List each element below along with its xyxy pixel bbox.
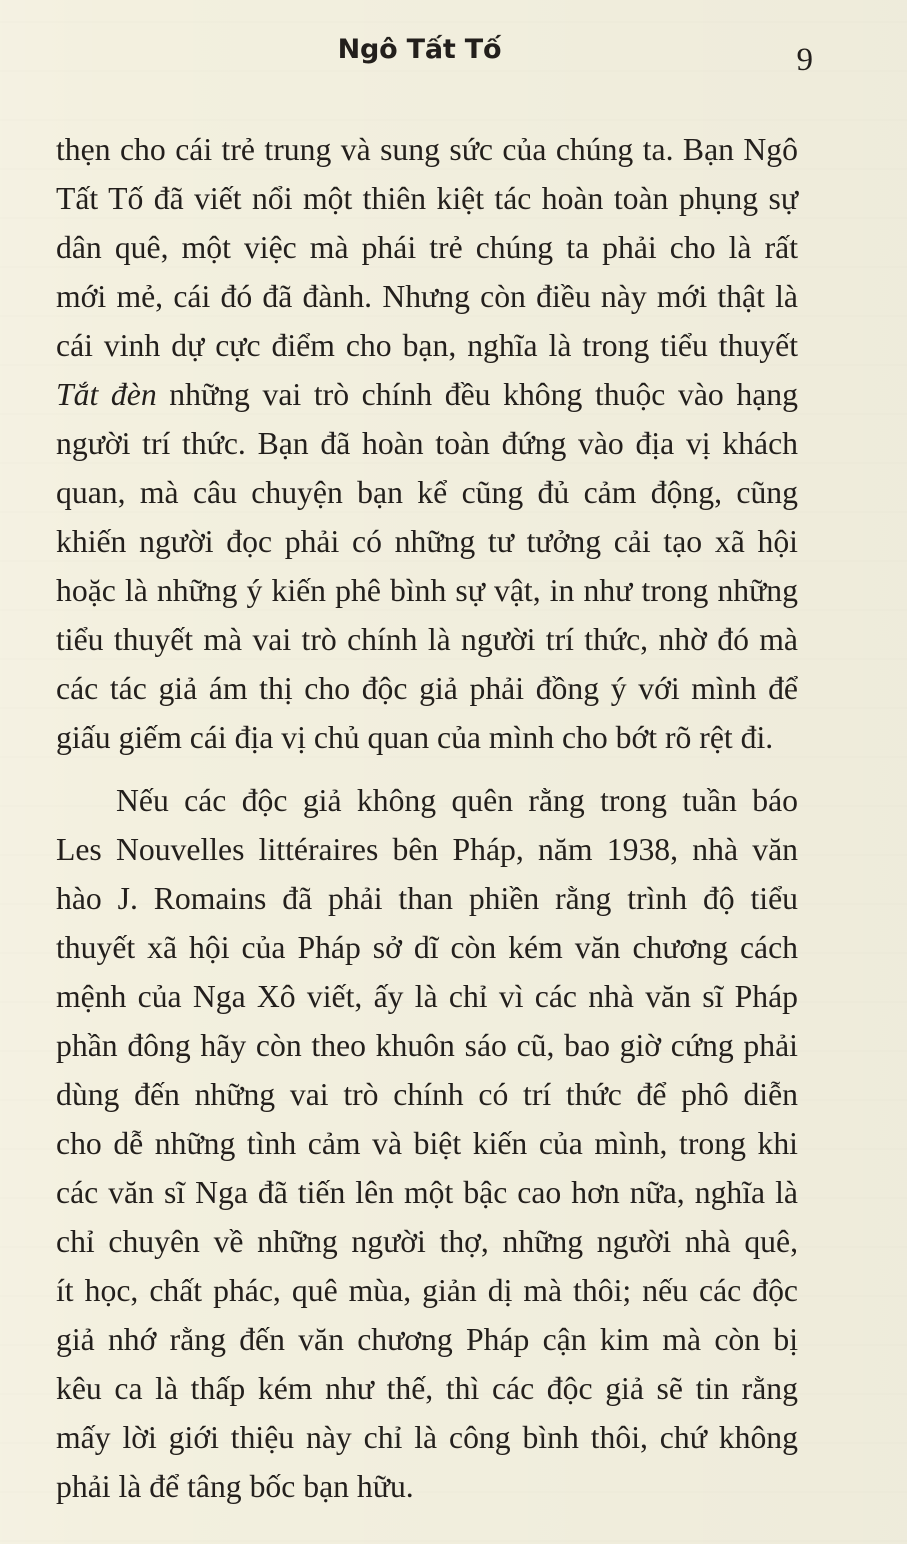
body-text xyxy=(56,125,798,1511)
paragraph-1-line-6 xyxy=(56,370,798,419)
paragraph-1 xyxy=(56,125,798,762)
paragraph-2-line-7: dùng đến những vai trò chính có trí thức để phô diễn xyxy=(56,1077,798,1112)
paragraph-1-line-11: tiểu thuyết mà vai trò chính là người trí thức, nhờ đó mà xyxy=(56,622,798,657)
paragraph-2-line-4: thuyết xã hội của Pháp sở dĩ còn kém văn chương cách xyxy=(56,930,798,965)
page-number: 9 xyxy=(796,42,813,78)
paragraph-1-line-6-rest: những vai trò chính đều không thuộc vào hạng xyxy=(156,377,798,412)
paragraph-2-line-3: hào J. Romains đã phải than phiền rằng trình độ tiểu xyxy=(56,881,798,916)
paragraph-2-line-15: phải là để tâng bốc bạn hữu. xyxy=(56,1469,414,1504)
running-head xyxy=(0,30,907,80)
paragraph-2-line-2: Les Nouvelles littéraires bên Pháp, năm 1938, nhà văn xyxy=(56,832,798,867)
paragraph-2-line-9: các văn sĩ Nga đã tiến lên một bậc cao hơn nữa, nghĩa là xyxy=(56,1175,798,1210)
paragraph-1-line-3: dân quê, một việc mà phái trẻ chúng ta phải cho là rất xyxy=(56,230,798,265)
book-title-italic: Tắt đèn xyxy=(56,377,157,412)
paragraph-1-line-8: quan, mà câu chuyện bạn kể cũng đủ cảm động, cũng xyxy=(56,475,798,510)
paragraph-2-line-13: kêu ca là thấp kém như thế, thì các độc giả sẽ tin rằng xyxy=(56,1371,798,1406)
paragraph-1-line-12: các tác giả ám thị cho độc giả phải đồng ý với mình để xyxy=(56,671,798,706)
paragraph-2-line-11: ít học, chất phác, quê mùa, giản dị mà thôi; nếu các độc xyxy=(56,1273,798,1308)
paragraph-1-line-2: Tất Tố đã viết nổi một thiên kiệt tác hoàn toàn phụng sự xyxy=(56,181,798,216)
running-title: Ngô Tất Tố xyxy=(337,34,502,65)
paragraph-2-line-6: phần đông hãy còn theo khuôn sáo cũ, bao giờ cứng phải xyxy=(56,1028,798,1063)
paragraph-1-line-4: mới mẻ, cái đó đã đành. Nhưng còn điều này mới thật là xyxy=(56,279,798,314)
paragraph-2-line-8: cho dễ những tình cảm và biệt kiến của mình, trong khi xyxy=(56,1126,798,1161)
paragraph-2-line-1: Nếu các độc giả không quên rằng trong tuần báo xyxy=(116,783,798,818)
paragraph-2 xyxy=(56,776,798,1511)
paragraph-2-line-12: giả nhớ rằng đến văn chương Pháp cận kim mà còn bị xyxy=(56,1322,798,1357)
paragraph-1-line-5: cái vinh dự cực điểm cho bạn, nghĩa là trong tiểu thuyết xyxy=(56,328,798,363)
paragraph-1-line-10: hoặc là những ý kiến phê bình sự vật, in như trong những xyxy=(56,573,798,608)
paragraph-2-line-5: mệnh của Nga Xô viết, ấy là chỉ vì các nhà văn sĩ Pháp xyxy=(56,979,798,1014)
paragraph-2-line-14: mấy lời giới thiệu này chỉ là công bình thôi, chứ không xyxy=(56,1420,798,1455)
paragraph-1-line-1: thẹn cho cái trẻ trung và sung sức của chúng ta. Bạn Ngô xyxy=(56,132,798,167)
paragraph-1-line-7: người trí thức. Bạn đã hoàn toàn đứng vào địa vị khách xyxy=(56,426,798,461)
paragraph-1-line-9: khiến người đọc phải có những tư tưởng cải tạo xã hội xyxy=(56,524,798,559)
paragraph-1-line-13: giấu giếm cái địa vị chủ quan của mình cho bớt rõ rệt đi. xyxy=(56,720,774,755)
paragraph-2-line-10: chỉ chuyên về những người thợ, những người nhà quê, xyxy=(56,1224,798,1259)
